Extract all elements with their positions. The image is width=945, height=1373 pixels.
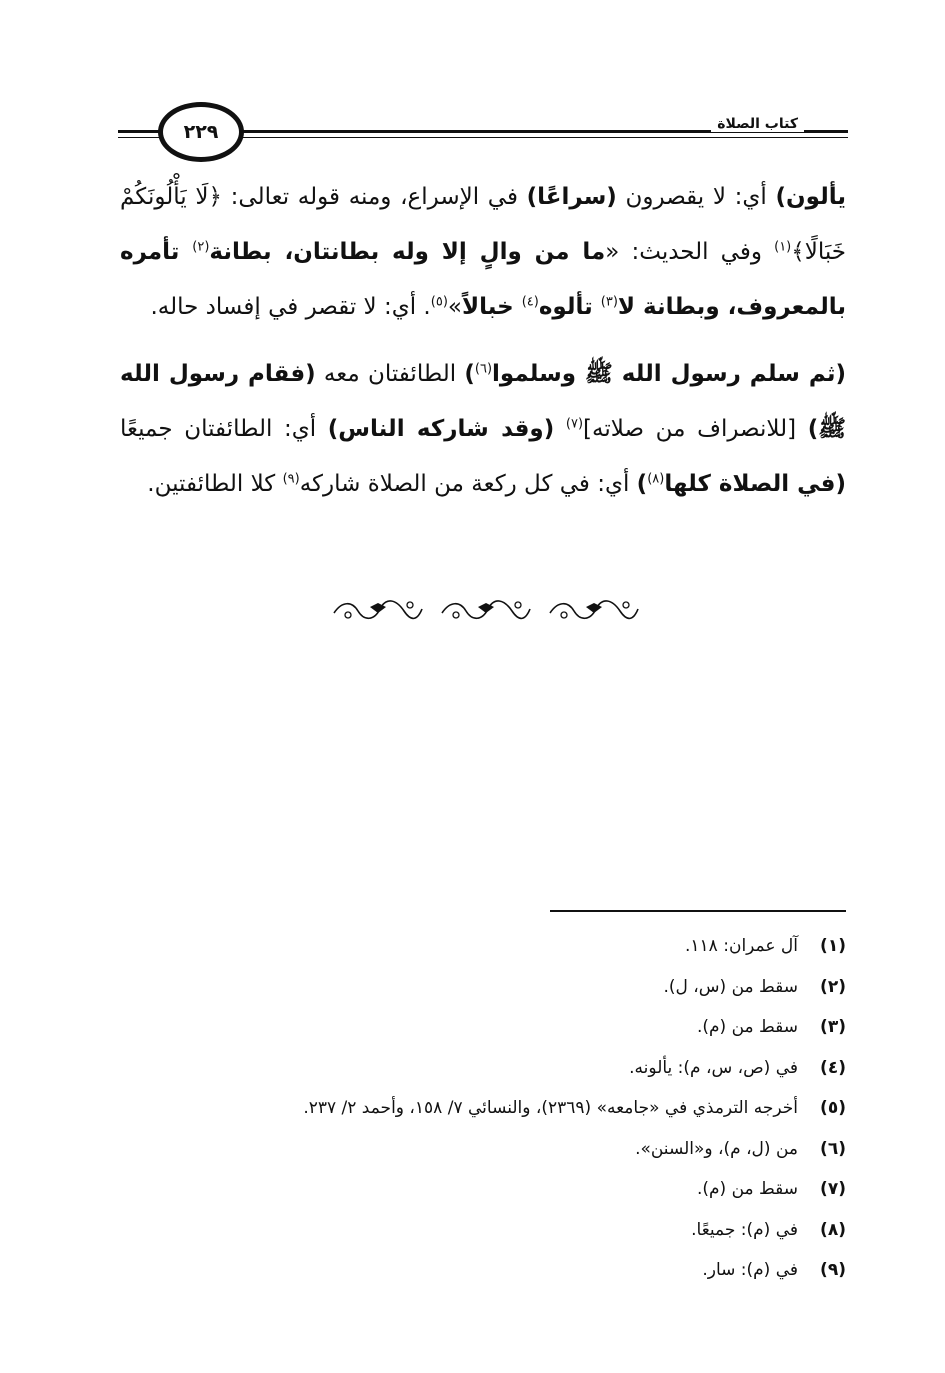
matn-text: (فقام رسول الله ﷺ) — [120, 361, 847, 442]
footnote-ref[interactable]: (٢) — [192, 239, 210, 255]
footnote-text: سقط من (م). — [696, 1017, 798, 1037]
running-head-title: كتاب الصلاة — [711, 116, 804, 132]
commentary-text: الطائفتان معه — [315, 361, 465, 387]
main-text — [120, 170, 846, 512]
footnote-ref[interactable]: (١) — [774, 239, 792, 255]
footnote-ref[interactable]: (٨) — [647, 471, 665, 487]
footnote-ref[interactable]: (٥) — [430, 294, 448, 310]
ornament-vine-icon — [330, 595, 426, 625]
commentary-text: كلا الطائفتين. — [147, 471, 283, 497]
commentary-text: أي: الطائفتان جميعًا — [120, 416, 328, 442]
space — [554, 416, 566, 442]
hadith-text: ما من والٍ إلا وله بطانتان، بطانة — [209, 239, 606, 265]
footnote — [120, 1129, 846, 1170]
footnote-number: (١) — [820, 936, 846, 956]
footnote-separator — [550, 910, 846, 912]
commentary-text: [للانصراف من صلاته] — [583, 416, 808, 442]
quote-close: » — [447, 294, 462, 320]
footnote-text: في (م): جميعًا. — [691, 1219, 798, 1240]
footnote-text: في (ص، س، م): يألونه. — [629, 1057, 798, 1078]
commentary-text: أي: لا يقصرون — [616, 184, 776, 210]
footnote — [120, 1088, 846, 1129]
footnote-text: سقط من (م). — [696, 1179, 798, 1199]
hadith-text: تأمره بالمعروف، وبطانة لا — [120, 239, 846, 320]
footnote-number: (٧) — [820, 1179, 846, 1199]
commentary-text: . أي: لا تقصر في إفساد حاله. — [150, 294, 431, 320]
page-number: ٢٢٩ — [158, 102, 244, 162]
matn-text: (سراعًا) — [526, 184, 617, 210]
paragraph-2 — [120, 347, 846, 512]
ornament-vine-icon — [546, 595, 642, 625]
commentary-text: أي: في كل ركعة من الصلاة شاركه — [299, 471, 637, 497]
footnote-text: أخرجه الترمذي في «جامعه» (٢٣٦٩)، والنسائي ٧/ ١٥٨، وأحمد ٢/ ٢٣٧. — [303, 1098, 798, 1118]
hadith-text: تألوه — [538, 294, 601, 320]
matn-text: (في الصلاة كلها — [664, 471, 846, 497]
matn-text: (ثم سلم رسول الله ﷺ وسلموا — [492, 361, 847, 387]
footnote-number: (٤) — [820, 1057, 846, 1078]
footnote — [120, 967, 846, 1008]
footnote — [120, 1007, 846, 1048]
footnote-ref[interactable]: (٩) — [282, 471, 300, 487]
matn-text: يألون) — [775, 184, 846, 210]
footnote-ref[interactable]: (٤) — [521, 294, 539, 310]
footnote-text: في (م): سار. — [702, 1260, 798, 1280]
matn-text: ) — [464, 361, 475, 387]
footnote-ref[interactable]: (٧) — [565, 416, 584, 432]
footnote-number: (٢) — [820, 976, 846, 997]
ornament-vine-icon — [438, 595, 534, 625]
section-ornament — [330, 592, 642, 628]
paragraph-1 — [120, 170, 846, 335]
footnote-text: آل عمران: ١١٨. — [685, 936, 798, 956]
footnote-text: سقط من (س، ل). — [663, 976, 798, 997]
footnote-ref[interactable]: (٣) — [600, 294, 618, 310]
footnote — [120, 926, 846, 967]
matn-text: ) — [636, 471, 648, 497]
footnote — [120, 1048, 846, 1089]
commentary-text: وفي الحديث: « — [605, 239, 775, 265]
footnote-number: (٨) — [820, 1219, 846, 1240]
page-header — [118, 100, 848, 160]
footnote-number: (٩) — [820, 1260, 846, 1280]
hadith-text: خبالاً — [461, 294, 522, 320]
footnote-number: (٥) — [820, 1098, 846, 1118]
commentary-text: في الإسراع، ومنه قوله تعالى: ﴿لَا يَأْلُونَكُمْ خَبَالًا﴾ — [120, 184, 847, 265]
footnote — [120, 1169, 846, 1210]
footnote-ref[interactable]: (٦) — [474, 361, 493, 377]
footnote-number: (٦) — [820, 1138, 846, 1159]
footnotes — [120, 926, 846, 1291]
footnote — [120, 1210, 846, 1251]
footnote-number: (٣) — [820, 1017, 846, 1037]
matn-text: (وقد شاركه الناس) — [327, 416, 555, 442]
footnote — [120, 1250, 846, 1291]
footnote-text: من (ل، م)، و«السنن». — [635, 1138, 798, 1159]
